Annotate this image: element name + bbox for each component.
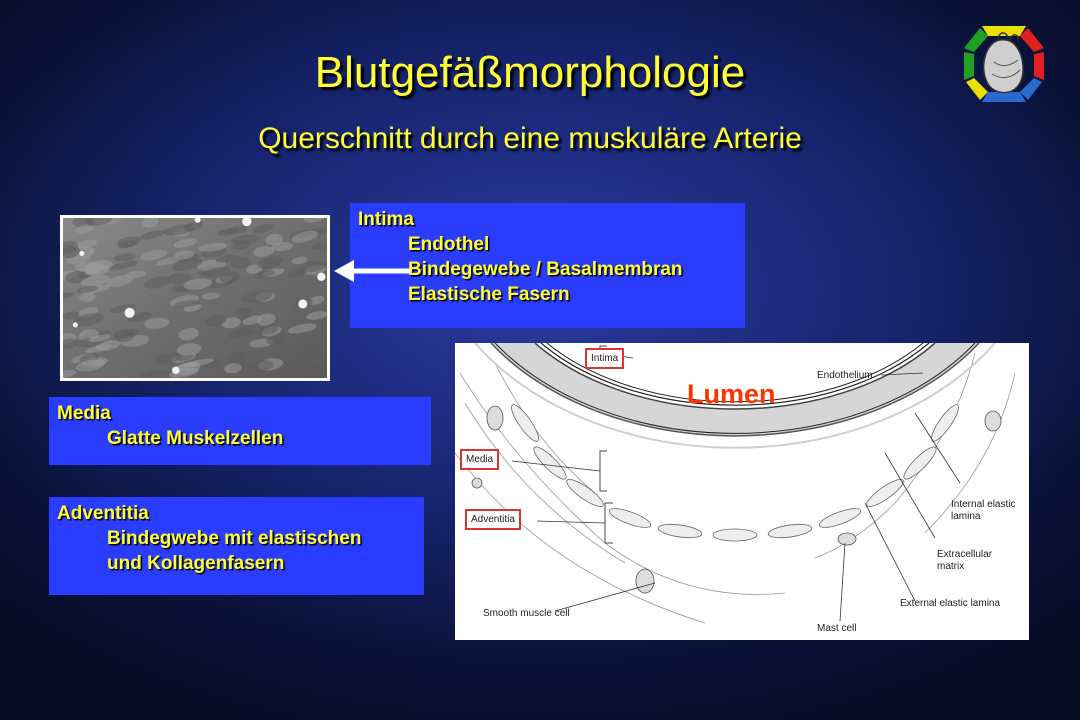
lumen-label: Lumen: [687, 379, 776, 409]
extracellular-matrix-label: Extracellular matrix: [937, 549, 993, 572]
adventitia-item-1: Bindegwebe mit elastischen: [107, 528, 362, 549]
intima-item-endothel: Endothel: [408, 234, 490, 255]
arrow-left-icon: [332, 258, 412, 288]
external-elastic-lamina-label: External elastic lamina: [900, 598, 1001, 609]
internal-elastic-lamina-label: Internal elastic lamina: [951, 499, 1016, 522]
artery-cross-section-diagram: [455, 343, 1029, 640]
slide-subtitle: Querschnitt durch eine muskuläre Arterie: [258, 122, 802, 155]
micrograph-image: [60, 215, 330, 381]
endothelium-label: Endothelium: [817, 370, 873, 381]
media-box: [49, 397, 431, 465]
adventitia-item-2: und Kollagenfasern: [107, 553, 285, 574]
diagram-intima-label: Intima: [585, 348, 624, 369]
mast-cell-label: Mast cell: [817, 623, 857, 634]
smooth-muscle-cell-label: Smooth muscle cell: [483, 608, 570, 619]
media-heading: Media: [57, 403, 111, 424]
media-item-glatte-muskelzellen: Glatte Muskelzellen: [107, 428, 284, 449]
intima-item-bindegewebe: Bindegewebe / Basalmembran: [408, 259, 683, 280]
intima-heading: Intima: [358, 209, 414, 230]
adventitia-box: [49, 497, 424, 595]
intima-item-elastische-fasern: Elastische Fasern: [408, 284, 570, 305]
slide-title: Blutgefäßmorphologie: [314, 48, 746, 97]
heart-logo-icon: [962, 22, 1046, 106]
diagram-media-label: Media: [460, 449, 499, 470]
adventitia-heading: Adventitia: [57, 503, 149, 524]
diagram-adventitia-label: Adventitia: [465, 509, 521, 530]
